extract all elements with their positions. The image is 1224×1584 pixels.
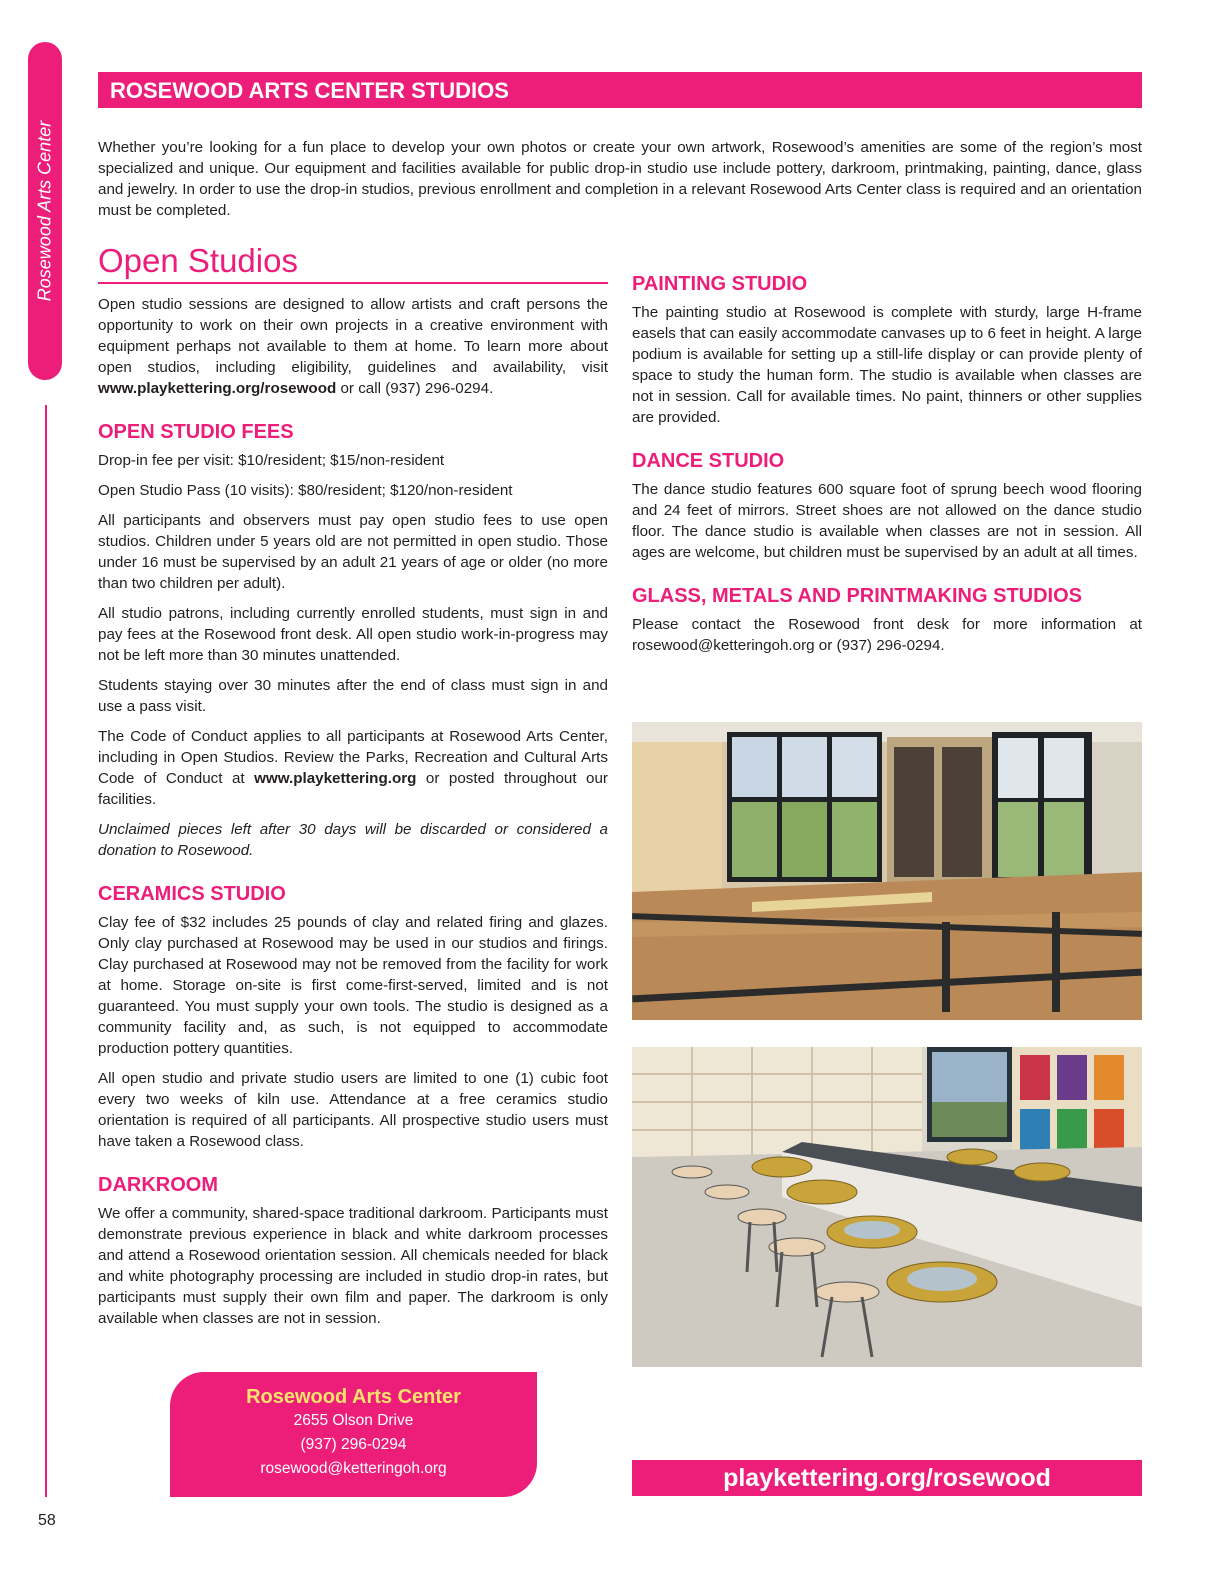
- rosewood-link[interactable]: www.playkettering.org/rosewood: [98, 380, 337, 397]
- page-number: 58: [38, 1512, 56, 1529]
- right-column: [632, 272, 1142, 665]
- title-banner: [98, 72, 1142, 108]
- address-name: Rosewood Arts Center: [246, 1386, 461, 1408]
- dropin-fee: Drop-in fee per visit: $10/resident; $15/non-resident: [98, 452, 445, 469]
- darkroom-paragraph: We offer a community, shared-space traditional darkroom. Participants must demonstrate previous experience in black and white darkroom processes and attend a Rosewood orientation session. All chemicals needed for black and white photography processing are included in studio drop-in rates, but participants must supply their own film and paper. The darkroom is only available when classes are not in session.: [98, 1205, 608, 1327]
- address-phone[interactable]: (937) 296-0294: [300, 1436, 407, 1453]
- dance-paragraph: The dance studio features 600 square foot of sprung beech wood flooring and 24 feet of mirrors. Street shoes are not allowed on the dance studio floor. The dance studio is available when classes are not in session. All ages are welcome, but children must be supervised by an adult at all times.: [632, 481, 1142, 561]
- unclaimed-note: Unclaimed pieces left after 30 days will be discarded or considered a donation to Rosewood.: [98, 821, 608, 859]
- intro-paragraph: Whether you’re looking for a fun place to develop your own photos or create your own artwork, Rosewood’s amenities are some of the region’s most specialized and unique. Our equipment and facilities available for public drop-in studio use include pottery, darkroom, printmaking, painting, dance, glass and jewelry. In order to use the drop-in studios, previous enrollment and completion in a relevant Rosewood Arts Center class is required and an orientation must be completed.: [98, 139, 1142, 219]
- studio-pass-fee: Open Studio Pass (10 visits): $80/resident; $120/non-resident: [98, 482, 513, 499]
- side-tab-label: Rosewood Arts Center: [34, 120, 55, 302]
- ceramics-paragraph-1: Clay fee of $32 includes 25 pounds of clay and related firing and glazes. Only clay purchased at Rosewood may be used in our studios and firings. Clay purchased at Rosewood may not be removed from the facility for work at home. Storage on-site is first come-first-served, limited and is not guaranteed. You must supply your own tools. The studio is designed as a community facility and, as such, is not equipped to accommodate production pottery quantities.: [98, 914, 608, 1057]
- address-email[interactable]: rosewood@ketteringoh.org: [260, 1460, 447, 1477]
- section-side-tab: [28, 42, 62, 380]
- open-studios-paragraph: Open studio sessions are designed to allow artists and craft persons the opportunity to work on their own projects in a creative environment with equipment perhaps not available to them at home. To learn more about open studios, including eligibility, guidelines and availability, visit www.playkettering.org/rosewood or call (937) 296-0294.: [98, 296, 608, 397]
- fees-heading: OPEN STUDIO FEES: [98, 421, 294, 443]
- address-box: [170, 1372, 537, 1497]
- code-of-conduct-paragraph: The Code of Conduct applies to all participants at Rosewood Arts Center, including in Open Studios. Review the Parks, Recreation and Cultural Arts Code of Conduct at www.playkettering.org or posted throughout our facilities.: [98, 728, 608, 808]
- address-street: 2655 Olson Drive: [293, 1412, 414, 1429]
- ceramics-heading: CERAMICS STUDIO: [98, 883, 286, 905]
- dance-studio-photo: [632, 722, 1142, 1020]
- footer-url[interactable]: playkettering.org/rosewood: [632, 1460, 1142, 1496]
- side-rule: [45, 405, 47, 1497]
- fees-paragraph-2: All studio patrons, including currently enrolled students, must sign in and pay fees at the Rosewood front desk. All open studio work-in-progress may not be left more than 30 minutes unattended.: [98, 605, 608, 664]
- fees-paragraph-3: Students staying over 30 minutes after the end of class must sign in and use a pass visit.: [98, 677, 608, 715]
- ceramics-studio-photo: [632, 1047, 1142, 1367]
- open-studios-title: Open Studios: [98, 242, 608, 284]
- glass-heading: GLASS, METALS AND PRINTMAKING STUDIOS: [632, 585, 1082, 607]
- ceramics-studio-illustration: [632, 1047, 1142, 1367]
- painting-paragraph: The painting studio at Rosewood is complete with sturdy, large H-frame easels that can easily accommodate canvases up to 6 feet in height. A large podium is available for setting up a still-life display or can provide plenty of space to study the human form. The studio is available when classes are not in session. Call for available times. No paint, thinners or other supplies are provided.: [632, 304, 1142, 426]
- dance-heading: DANCE STUDIO: [632, 450, 785, 472]
- painting-heading: PAINTING STUDIO: [632, 273, 808, 295]
- ceramics-paragraph-2: All open studio and private studio users are limited to one (1) cubic foot every two weeks of kiln use. Attendance at a free ceramics studio orientation is required of all participants. All prospective studio users must have taken a Rosewood class.: [98, 1070, 608, 1150]
- page-title: ROSEWOOD ARTS CENTER STUDIOS: [110, 78, 509, 103]
- left-column: [98, 242, 608, 1338]
- fees-paragraph-1: All participants and observers must pay open studio fees to use open studios. Children under 5 years old are not permitted in open studio. Those under 16 must be supervised by an adult 21 years of age or older (no more than two children per adult).: [98, 512, 608, 592]
- dance-studio-illustration: [632, 722, 1142, 1020]
- playkettering-link[interactable]: www.playkettering.org: [254, 770, 417, 787]
- darkroom-heading: DARKROOM: [98, 1174, 218, 1196]
- glass-paragraph: Please contact the Rosewood front desk for more information at rosewood@ketteringoh.org or (937) 296-0294.: [632, 616, 1142, 654]
